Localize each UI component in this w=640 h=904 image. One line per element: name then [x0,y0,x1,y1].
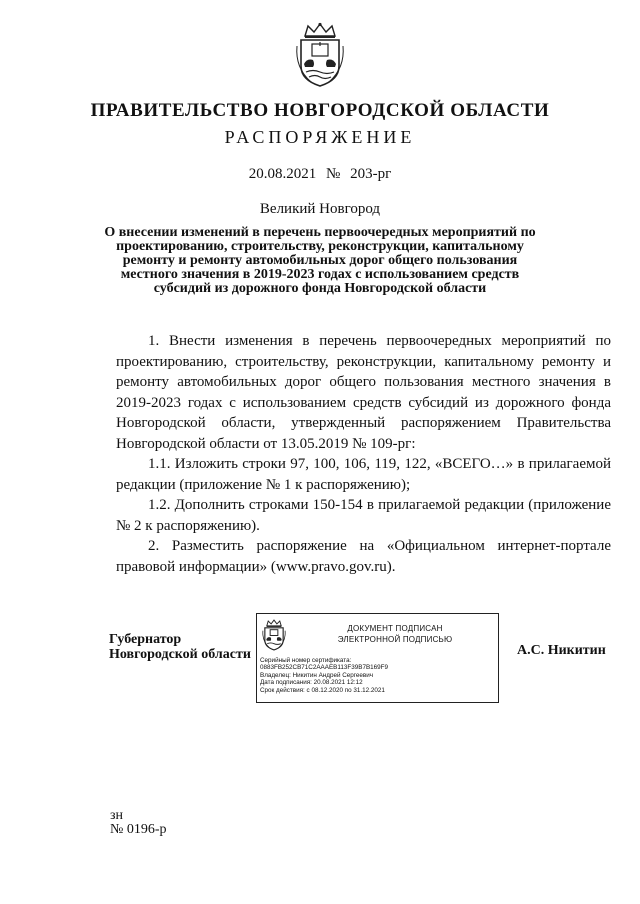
electronic-signature-stamp [256,613,499,703]
signatory-title-line1: Губернатор [109,632,182,647]
stamp-heading [295,623,495,645]
serial-label: Серийный номер сертификата: [260,657,352,664]
authority-title: ПРАВИТЕЛЬСТВО НОВГОРОДСКОЙ ОБЛАСТИ [90,100,550,121]
novgorod-coat-of-arms-icon [293,22,347,88]
certificate-owner: Владелец: Никитин Андрей Сергеевич [260,671,374,679]
document-number: 203-рг [350,166,392,182]
document-subject: О внесении изменений в перечень первоочередных мероприятий по проектированию, строительству, реконструкции, капитальному ремонту и ремонту автомобильных дорог общего пользования местного значения в 2019-2023 годах с использованием средств субсидий из дорожного фонда Новгородской области [104,225,536,296]
document-body [116,331,611,577]
stamp-heading-line2: ЭЛЕКТРОННОЙ ПОДПИСЬЮ [337,635,453,644]
paragraph-2: 2. Разместить распоряжение на «Официальном интернет-портале правовой информации» (www.pravo.gov.ru). [116,538,611,575]
footer [110,809,167,837]
executor-initials: зн [110,808,124,823]
signing-date: Дата подписания: 20.08.2021 12:12 [260,679,363,687]
registration-number: № 0196-р [110,822,167,837]
stamp-coat-of-arms-icon [261,619,287,651]
city: Великий Новгород [259,201,381,217]
document-date: 20.08.2021 [248,166,317,182]
document-type: РАСПОРЯЖЕНИЕ [224,127,416,147]
paragraph-1-1: 1.1. Изложить строки 97, 100, 106, 119, 122, «ВСЕГО…» в прилагаемой редакции (приложение № 1 к распоряжению); [116,456,611,493]
certificate-validity: Срок действия: с 08.12.2020 по 31.12.2021 [260,686,385,694]
stamp-details [260,657,496,694]
signatory-title [109,632,251,662]
signatory-title-line2: Новгородской области [109,647,251,662]
number-sign: № [326,166,341,182]
signatory-name: А.С. Никитин [517,643,606,658]
paragraph-1: 1. Внести изменения в перечень первоочередных мероприятий по проектированию, строительству, реконструкции, капитальному ремонту и ремонту автомобильных дорог общего пользования местного значения в 2019-2023 годах с использованием средств субсидий из дорожного фонда Новгородской области, утвержденный распоряжением Правительства Новгородской области от 13.05.2019 № 109-рг: [116,333,611,452]
serial-number: 0883FB252CB71C2AAAEB113F39B7B169F9 [260,664,389,672]
date-number-line [0,166,640,183]
paragraph-1-2: 1.2. Дополнить строками 150-154 в прилагаемой редакции (приложение № 2 к распоряжению). [116,497,611,534]
stamp-heading-line1: ДОКУМЕНТ ПОДПИСАН [347,624,443,633]
